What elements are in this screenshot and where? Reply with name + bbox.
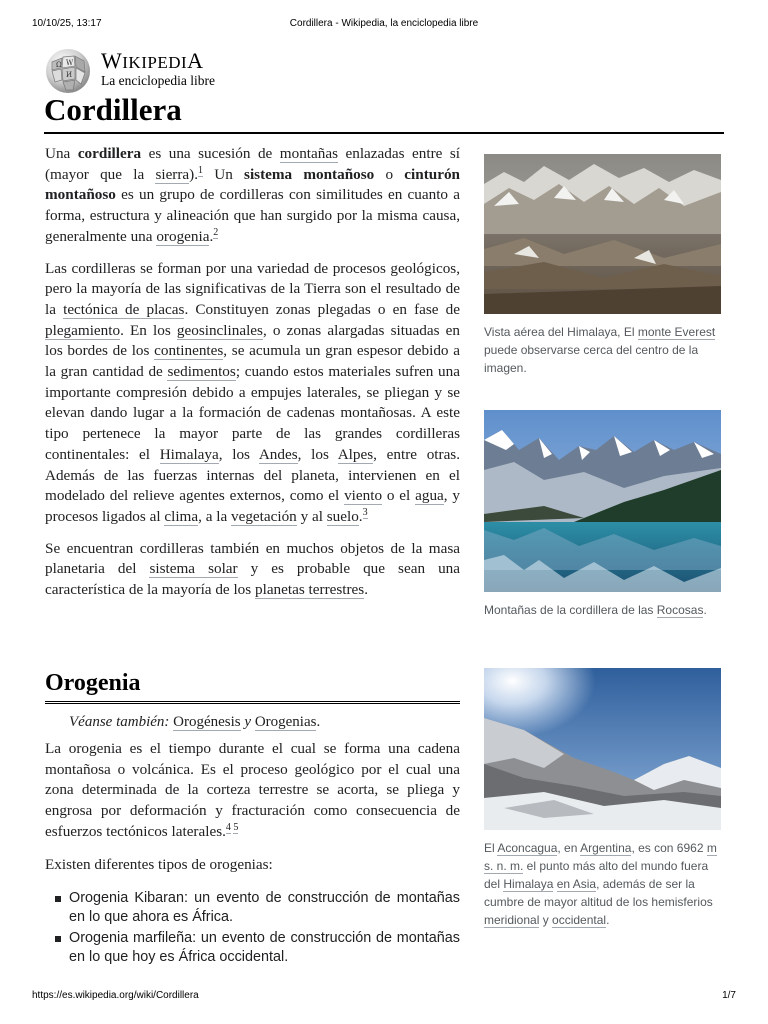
link-viento[interactable]: viento [344,487,383,505]
print-datetime: 10/10/25, 13:17 [32,18,102,29]
link-meridional[interactable]: meridional [484,913,540,927]
reference-2[interactable]: 2 [213,226,219,238]
svg-text:Ω: Ω [56,61,62,69]
orogenia-paragraph-1: La orogenia es el tiempo durante el cual se forma una cadena montañosa o volcánica. Es el proceso geológico por el cual una zona determinada de la corteza terrestre se acorta, se pliega y engrosa por deformación y fracturación como consecuencia de esfuerzos tectónicos laterales.$^{4 5}$ [45,740,460,840]
reference-5[interactable]: 5 [233,821,239,833]
print-url: https://es.wikipedia.org/wiki/Cordillera [32,990,199,1001]
wikipedia-logo[interactable] [44,46,244,96]
link-argentina[interactable]: Argentina [580,841,632,855]
section-heading-orogenia: Orogenia [45,668,460,704]
link-rocosas[interactable]: Rocosas [656,603,704,617]
link-sierra[interactable]: sierra [155,165,190,183]
link-montanas[interactable]: montañas [279,145,338,162]
list-item: Orogenia Kibaran: un evento de construcción de montañas en lo que ahora es África. [69,890,460,925]
article-title: Cordillera [44,90,724,134]
figure-himalaya [484,154,721,377]
print-header [32,18,736,32]
figure-aconcagua [484,668,721,929]
link-planetas-terrestres[interactable]: planetas terrestres [255,581,365,599]
orogenia-paragraph-2: Existen diferentes tipos de orogenias: [45,855,273,873]
link-geosinclinales[interactable]: geosinclinales [176,321,263,339]
link-plegamiento[interactable]: plegamiento [45,321,121,339]
link-andes[interactable]: Andes [258,445,298,463]
link-tectonica-de-placas[interactable]: tectónica de placas [63,300,185,318]
wikipedia-tagline: La enciclopedia libre [101,73,215,88]
figure-caption: Montañas de la cordillera de las Rocosas. [484,603,707,617]
wikipedia-wordmark: WIKIPEDIA [101,48,204,73]
wikipedia-globe-icon [44,46,92,94]
link-orogenias[interactable]: Orogenias [254,714,317,730]
reference-1[interactable]: 1 [198,164,204,176]
figure-caption: El Aconcagua, en Argentina, es con 6962 m s. n. m. el punto más alto del mundo fuera del Himalaya en Asia, además de ser la cumbre de mayor altitud de los hemisferios meridional y occidental. [484,841,717,927]
section-orogenia [45,712,460,969]
list-item: Orogenia marfileña: un evento de construcción de montañas en lo que hoy es África occidental. [69,930,460,965]
link-himalaya[interactable]: Himalaya [159,445,219,463]
link-suelo[interactable]: suelo [326,507,359,525]
intro-paragraph-3: Se encuentran cordilleras también en muchos objetos de la masa planetaria del sistema solar y es probable que sean una característica de la mayoría de los planetas terrestres. [45,539,460,599]
link-continentes[interactable]: continentes [154,342,224,360]
figure-caption: Vista aérea del Himalaya, El monte Everest puede observarse cerca del centro de la imagen. [484,325,716,375]
link-occidental[interactable]: occidental [552,913,607,927]
link-himalaya-caption[interactable]: Himalaya [503,877,554,891]
himalaya-aerial-image[interactable] [484,154,721,319]
orogenia-types-list [45,889,460,966]
intro-paragraph-1: Una cordillera es una sucesión de montañas enlazadas entre sí (mayor que la sierra).$^1$ Un sistema montañoso o cinturón montañoso es un grupo de cordilleras con similitudes en cuanto a forma, estructura y alineación que han surgido por la misma causa, generalmente una orogenia.$^2$ [45,145,460,245]
link-orogenia[interactable]: orogenia [156,227,210,245]
link-sedimentos[interactable]: sedimentos [167,363,236,381]
link-aconcagua[interactable]: Aconcagua [497,841,558,855]
svg-text:И: И [66,71,73,79]
see-also-note: Véanse también: Orogénesis y Orogenias. [69,714,321,730]
reference-4[interactable]: 4 [225,821,231,833]
print-page-number: 1/7 [722,990,736,1001]
rocosas-lake-image[interactable] [484,410,721,597]
article-intro [45,144,460,601]
link-sistema-solar[interactable]: sistema solar [149,560,238,578]
link-clima[interactable]: clima [164,507,199,525]
link-alpes[interactable]: Alpes [337,445,374,463]
print-footer [32,990,736,1004]
reference-3[interactable]: 3 [362,506,368,518]
figure-rocosas [484,410,721,619]
aconcagua-image[interactable] [484,668,721,835]
link-asia[interactable]: en Asia [556,877,597,891]
intro-paragraph-2: Las cordilleras se forman por una variedad de procesos geológicos, pero la mayoría de las significativas de la Tierra son el resultado de la tectónica de placas. Constituyen zonas plegadas o en fase de plegamiento. En los geosinclinales, o zonas alargadas situadas en los bordes de los continentes, se acumula un gran espesor debido a la gran cantidad de sedimentos; cuando estos materiales sufren una importante compresión debido a empujes laterales, se pliegan y se elevan dando lugar a la formación de cadenas montañosas. A este tipo pertenece la mayor parte de las grandes cordilleras continentales: el Himalaya, los Andes, los Alpes, entre otras. Además de las fuerzas internas del planeta, intervienen en el modelado del relieve agentes externos, como el viento o el agua, y procesos ligados al clima, a la vegetación y al suelo.$^3$ [45,259,461,525]
link-agua[interactable]: agua [415,487,444,505]
link-msnm[interactable]: m s. n. m. [484,841,717,873]
link-vegetacion[interactable]: vegetación [231,507,297,525]
print-page-title: Cordillera - Wikipedia, la enciclopedia libre [289,18,479,29]
link-orogenesis[interactable]: Orogénesis [173,714,241,730]
svg-text:W: W [66,59,74,67]
link-monte-everest[interactable]: monte Everest [637,325,716,339]
